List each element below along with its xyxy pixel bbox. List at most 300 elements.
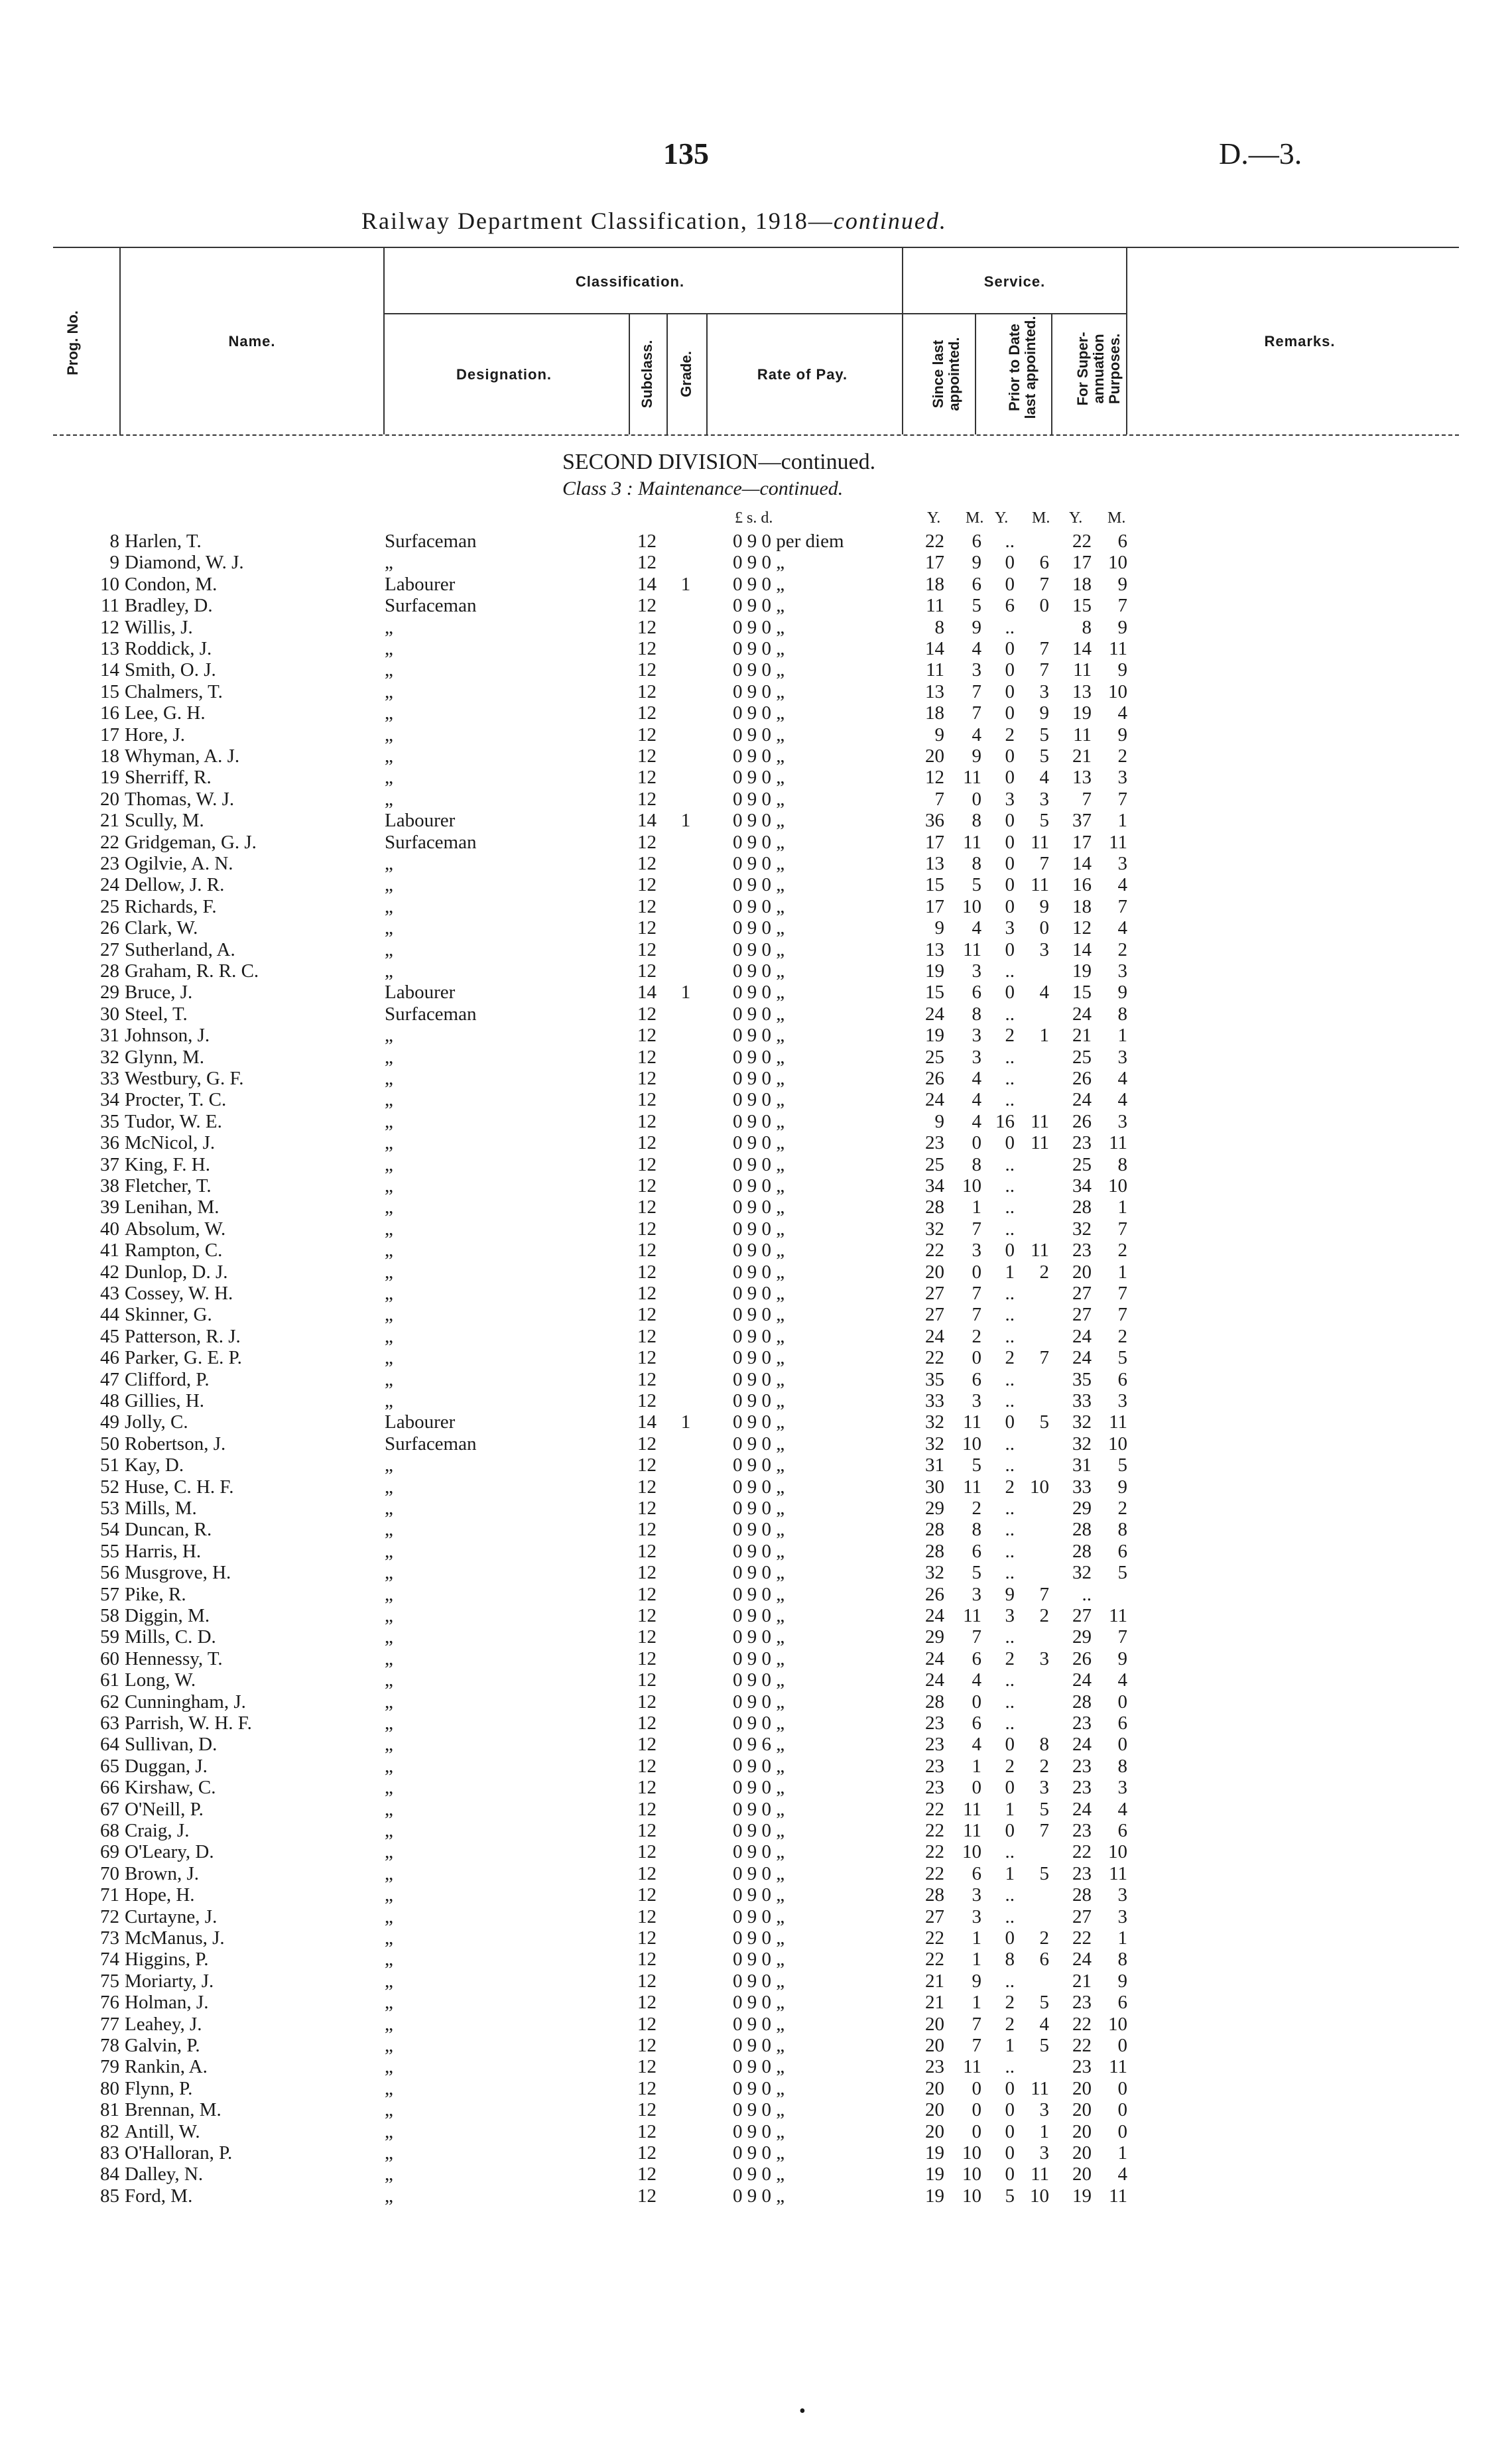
cell-super-months: 6 [1117, 1713, 1127, 1734]
cell-prior-months: 3 [1039, 680, 1049, 702]
cell-prior-years: .. [1005, 1283, 1015, 1304]
table-row [0, 2078, 1512, 2099]
cell-super-months: 9 [1117, 1476, 1127, 1498]
cell-designation: „ [385, 659, 393, 681]
cell-subclass: 12 [637, 939, 657, 960]
cell-designation: „ [385, 1605, 393, 1626]
table-row [0, 1820, 1512, 1841]
cell-subclass: 12 [637, 1519, 657, 1541]
cell-subclass: 12 [637, 874, 657, 896]
cell-since-months: 10 [962, 2142, 981, 2164]
cell-designation: „ [385, 939, 393, 960]
cell-rate-of-pay: 0 9 0 „ [733, 1433, 785, 1455]
cell-prior-months: 10 [1030, 1476, 1049, 1498]
cell-since-years: 24 [925, 1669, 944, 1691]
cell-name: Bradley, D. [125, 595, 213, 617]
cell-super-years: 24 [1072, 1347, 1092, 1369]
cell-name: Higgins, P. [125, 1949, 209, 1971]
cell-since-years: 22 [925, 531, 944, 552]
table-row [0, 1669, 1512, 1691]
cell-prior-months: 3 [1039, 939, 1049, 960]
cell-since-years: 17 [925, 552, 944, 574]
units-y1: Y. [927, 509, 941, 527]
cell-name: Lee, G. H. [125, 702, 206, 724]
table-row [0, 896, 1512, 917]
cell-since-months: 7 [972, 2013, 981, 2035]
cell-since-months: 9 [972, 616, 981, 638]
cell-designation: „ [385, 1325, 393, 1347]
cell-subclass: 12 [637, 595, 657, 617]
cell-super-months: 0 [1117, 2077, 1127, 2099]
cell-since-months: 11 [963, 831, 981, 853]
cell-since-months: 7 [972, 1304, 981, 1326]
footer-mark: • [799, 2401, 806, 2422]
cell-subclass: 12 [637, 1777, 657, 1799]
page-title [361, 207, 947, 235]
cell-name: Johnson, J. [125, 1025, 210, 1047]
cell-since-years: 35 [925, 1368, 944, 1390]
cell-prior-years: 1 [1005, 1798, 1015, 1820]
cell-rate-of-pay: 0 9 0 „ [733, 1605, 785, 1626]
cell-super-months: 7 [1117, 1218, 1127, 1240]
cell-prog-no: 73 [100, 1927, 119, 1949]
cell-prior-years: 0 [1005, 2099, 1015, 2121]
cell-super-months: 10 [1108, 1433, 1127, 1455]
table-row [0, 617, 1512, 638]
cell-designation: „ [385, 552, 393, 574]
cell-since-months: 10 [962, 1841, 981, 1863]
cell-super-years: 27 [1072, 1906, 1092, 1927]
cell-subclass: 12 [637, 1368, 657, 1390]
cell-since-months: 3 [972, 659, 981, 681]
cell-name: Cunningham, J. [125, 1691, 246, 1713]
cell-rate-of-pay: 0 9 0 „ [733, 1411, 785, 1433]
cell-rate-of-pay: 0 9 0 „ [733, 1927, 785, 1949]
cell-super-months: 5 [1117, 1347, 1127, 1369]
cell-subclass: 12 [637, 960, 657, 982]
cell-prior-years: 0 [1005, 1411, 1015, 1433]
cell-rate-of-pay: 0 9 0 „ [733, 1390, 785, 1411]
cell-prior-years: .. [1005, 1089, 1015, 1111]
table-row [0, 853, 1512, 874]
cell-name: Robertson, J. [125, 1433, 226, 1455]
cell-super-months: 8 [1117, 1949, 1127, 1971]
cell-since-years: 22 [925, 1820, 944, 1841]
cell-super-months: 6 [1117, 1992, 1127, 2014]
cell-name: Steel, T. [125, 1003, 188, 1025]
cell-since-years: 9 [934, 724, 944, 745]
table-row [0, 2121, 1512, 2142]
cell-super-months: 7 [1117, 1626, 1127, 1648]
cell-name: Whyman, A. J. [125, 745, 240, 767]
cell-subclass: 12 [637, 1498, 657, 1519]
cell-designation: Labourer [385, 982, 456, 1003]
cell-subclass: 12 [637, 831, 657, 853]
cell-super-months: 3 [1117, 960, 1127, 982]
cell-super-months: 0 [1117, 2035, 1127, 2056]
cell-rate-of-pay: 0 9 0 „ [733, 788, 785, 810]
cell-super-years: 29 [1072, 1498, 1092, 1519]
cell-name: Ogilvie, A. N. [125, 853, 233, 874]
cell-subclass: 12 [637, 1025, 657, 1047]
cell-since-months: 4 [972, 1089, 981, 1111]
cell-prior-years: .. [1005, 1197, 1015, 1218]
cell-super-months: 9 [1117, 982, 1127, 1003]
cell-since-months: 6 [972, 573, 981, 595]
cell-prior-years: .. [1005, 1540, 1015, 1562]
cell-since-years: 25 [925, 1153, 944, 1175]
cell-since-months: 5 [972, 1562, 981, 1584]
cell-prior-years: .. [1005, 1175, 1015, 1197]
cell-since-months: 10 [962, 2164, 981, 2185]
cell-prior-months: 5 [1039, 1411, 1049, 1433]
divider-grade [706, 313, 708, 434]
cell-rate-of-pay: 0 9 0 „ [733, 1862, 785, 1884]
cell-rate-of-pay: 0 9 0 „ [733, 1691, 785, 1713]
cell-since-months: 0 [972, 788, 981, 810]
table-row [0, 832, 1512, 853]
cell-subclass: 12 [637, 1283, 657, 1304]
cell-subclass: 12 [637, 1433, 657, 1455]
cell-prog-no: 57 [100, 1583, 119, 1605]
cell-subclass: 12 [637, 1476, 657, 1498]
cell-grade: 1 [680, 1411, 691, 1433]
cell-since-months: 11 [963, 1820, 981, 1841]
cell-subclass: 12 [637, 2164, 657, 2185]
table-row [0, 810, 1512, 831]
cell-super-months: 2 [1117, 939, 1127, 960]
cell-prior-years: .. [1005, 2056, 1015, 2078]
cell-designation: „ [385, 1540, 393, 1562]
cell-since-years: 15 [925, 982, 944, 1003]
cell-subclass: 12 [637, 1884, 657, 1906]
cell-prior-years: .. [1005, 1906, 1015, 1927]
cell-designation: „ [385, 2099, 393, 2121]
cell-prior-months: 7 [1039, 1820, 1049, 1841]
cell-designation: „ [385, 1798, 393, 1820]
cell-prior-months: 11 [1031, 2077, 1049, 2099]
cell-prior-years: .. [1005, 531, 1015, 552]
cell-since-years: 22 [925, 1927, 944, 1949]
cell-since-years: 32 [925, 1433, 944, 1455]
cell-super-years: 12 [1072, 917, 1092, 939]
header-subclass: Subclass. [639, 340, 655, 409]
cell-prog-no: 33 [100, 1068, 119, 1089]
cell-prior-years: 16 [995, 1110, 1015, 1132]
cell-rate-of-pay: 0 9 0 „ [733, 1498, 785, 1519]
cell-prior-years: 2 [1005, 1025, 1015, 1047]
cell-prior-months: 6 [1039, 1949, 1049, 1971]
cell-subclass: 14 [637, 573, 657, 595]
cell-super-months: 1 [1117, 810, 1127, 832]
cell-since-months: 5 [972, 595, 981, 617]
table-row [0, 2099, 1512, 2120]
cell-super-years: 25 [1072, 1153, 1092, 1175]
cell-since-years: 19 [925, 2185, 944, 2207]
cell-grade: 1 [680, 982, 691, 1003]
cell-subclass: 12 [637, 2035, 657, 2056]
cell-since-months: 4 [972, 1734, 981, 1756]
cell-since-years: 18 [925, 702, 944, 724]
cell-name: Curtayne, J. [125, 1906, 218, 1927]
cell-subclass: 12 [637, 1390, 657, 1411]
cell-rate-of-pay: 0 9 0 „ [733, 917, 785, 939]
cell-prior-years: .. [1005, 1498, 1015, 1519]
cell-prog-no: 29 [100, 982, 119, 1003]
cell-since-years: 22 [925, 1240, 944, 1262]
cell-name: Willis, J. [125, 616, 193, 638]
cell-super-months: 3 [1117, 1110, 1127, 1132]
cell-rate-of-pay: 0 9 0 „ [733, 1046, 785, 1068]
cell-rate-of-pay: 0 9 0 „ [733, 2185, 785, 2207]
cell-since-years: 34 [925, 1175, 944, 1197]
cell-name: Dalley, N. [125, 2164, 204, 2185]
cell-prior-months: 0 [1039, 595, 1049, 617]
cell-prog-no: 70 [100, 1862, 119, 1884]
cell-designation: „ [385, 874, 393, 896]
table-row [0, 1025, 1512, 1046]
cell-name: Roddick, J. [125, 638, 212, 659]
cell-subclass: 12 [637, 1949, 657, 1971]
header-rate-of-pay: Rate of Pay. [757, 366, 848, 383]
table-row [0, 2142, 1512, 2164]
table-row [0, 1262, 1512, 1283]
cell-super-months: 7 [1117, 595, 1127, 617]
table-row [0, 1240, 1512, 1261]
cell-since-years: 32 [925, 1411, 944, 1433]
cell-rate-of-pay: 0 9 0 „ [733, 1626, 785, 1648]
cell-since-months: 3 [972, 1046, 981, 1068]
cell-since-years: 17 [925, 895, 944, 917]
cell-prog-no: 54 [100, 1519, 119, 1541]
cell-rate-of-pay: 0 9 0 „ [733, 1304, 785, 1326]
cell-super-years: 16 [1072, 874, 1092, 896]
cell-super-months: 11 [1109, 2185, 1127, 2207]
cell-super-months: 9 [1117, 616, 1127, 638]
cell-prog-no: 26 [100, 917, 119, 939]
cell-super-months: 0 [1117, 2099, 1127, 2121]
cell-super-years: 24 [1072, 1089, 1092, 1111]
cell-rate-of-pay: 0 9 0 „ [733, 595, 785, 617]
cell-subclass: 12 [637, 1841, 657, 1863]
cell-prior-years: 0 [1005, 2164, 1015, 2185]
cell-since-months: 11 [963, 1476, 981, 1498]
cell-prog-no: 24 [100, 874, 119, 896]
cell-name: Rampton, C. [125, 1240, 223, 1262]
cell-prog-no: 35 [100, 1110, 119, 1132]
cell-subclass: 12 [637, 2077, 657, 2099]
cell-name: Jolly, C. [125, 1411, 188, 1433]
cell-rate-of-pay: 0 9 0 „ [733, 831, 785, 853]
cell-super-months: 9 [1117, 1648, 1127, 1669]
cell-since-years: 11 [926, 659, 944, 681]
cell-rate-of-pay: 0 9 0 „ [733, 1197, 785, 1218]
cell-prog-no: 8 [109, 531, 119, 552]
cell-since-years: 24 [925, 1325, 944, 1347]
cell-prog-no: 28 [100, 960, 119, 982]
cell-super-years: 21 [1072, 1025, 1092, 1047]
cell-designation: „ [385, 2056, 393, 2078]
cell-super-years: 32 [1072, 1218, 1092, 1240]
cell-name: Flynn, P. [125, 2077, 193, 2099]
cell-super-years: 26 [1072, 1110, 1092, 1132]
cell-prog-no: 79 [100, 2056, 119, 2078]
cell-since-months: 10 [962, 1175, 981, 1197]
cell-super-months: 9 [1117, 724, 1127, 745]
cell-since-months: 0 [972, 2120, 981, 2142]
cell-subclass: 12 [637, 724, 657, 745]
table-row [0, 1197, 1512, 1218]
cell-super-months: 4 [1117, 1068, 1127, 1089]
table-row [0, 1584, 1512, 1605]
cell-designation: „ [385, 1949, 393, 1971]
cell-rate-of-pay: 0 9 0 „ [733, 1820, 785, 1841]
cell-designation: Surfaceman [385, 1433, 477, 1455]
cell-name: O'Leary, D. [125, 1841, 214, 1863]
cell-subclass: 12 [637, 788, 657, 810]
cell-since-months: 11 [963, 939, 981, 960]
cell-super-years: 20 [1072, 2099, 1092, 2121]
table-row [0, 874, 1512, 895]
cell-since-years: 32 [925, 1218, 944, 1240]
cell-super-months: 4 [1117, 874, 1127, 896]
table-row [0, 1283, 1512, 1304]
cell-prog-no: 9 [109, 552, 119, 574]
cell-super-years: 32 [1072, 1562, 1092, 1584]
cell-prog-no: 51 [100, 1455, 119, 1476]
table-row [0, 1541, 1512, 1562]
cell-name: Hennessy, T. [125, 1648, 223, 1669]
cell-since-months: 10 [962, 1433, 981, 1455]
cell-super-years: 24 [1072, 1325, 1092, 1347]
cell-rate-of-pay: 0 9 0 „ [733, 1175, 785, 1197]
cell-since-years: 23 [925, 1132, 944, 1154]
cell-subclass: 12 [637, 1605, 657, 1626]
cell-subclass: 12 [637, 1347, 657, 1369]
cell-prior-years: 3 [1005, 1605, 1015, 1626]
cell-super-years: 23 [1072, 1240, 1092, 1262]
cell-prior-months: 4 [1039, 982, 1049, 1003]
cell-super-years: 24 [1072, 1003, 1092, 1025]
table-row [0, 1648, 1512, 1669]
cell-super-years: 23 [1072, 2056, 1092, 2078]
cell-prior-months: 3 [1039, 788, 1049, 810]
cell-prior-years: 6 [1005, 595, 1015, 617]
table-row [0, 1411, 1512, 1433]
cell-prog-no: 22 [100, 831, 119, 853]
cell-prior-months: 7 [1039, 638, 1049, 659]
cell-rate-of-pay: 0 9 0 „ [733, 1798, 785, 1820]
cell-super-years: 22 [1072, 531, 1092, 552]
cell-since-years: 28 [925, 1884, 944, 1906]
cell-designation: „ [385, 1519, 393, 1541]
table-row [0, 1068, 1512, 1089]
cell-rate-of-pay: 0 9 0 „ [733, 1777, 785, 1799]
cell-prog-no: 69 [100, 1841, 119, 1863]
cell-designation: „ [385, 1841, 393, 1863]
cell-super-years: 19 [1072, 2185, 1092, 2207]
cell-prior-years: 0 [1005, 1132, 1015, 1154]
cell-since-months: 6 [972, 1368, 981, 1390]
cell-super-years: 20 [1072, 2077, 1092, 2099]
cell-super-months: 3 [1117, 767, 1127, 789]
cell-since-months: 4 [972, 1669, 981, 1691]
cell-prog-no: 42 [100, 1261, 119, 1283]
cell-prog-no: 41 [100, 1240, 119, 1262]
cell-since-months: 0 [972, 1347, 981, 1369]
cell-since-months: 8 [972, 1003, 981, 1025]
cell-subclass: 12 [637, 1003, 657, 1025]
cell-since-months: 9 [972, 1970, 981, 1992]
cell-super-years: .. [1082, 1583, 1092, 1605]
cell-super-months: 4 [1117, 1089, 1127, 1111]
cell-name: Condon, M. [125, 573, 218, 595]
cell-rate-of-pay: 0 9 0 „ [733, 1583, 785, 1605]
cell-subclass: 12 [637, 1455, 657, 1476]
cell-super-months: 8 [1117, 1153, 1127, 1175]
cell-subclass: 12 [637, 1304, 657, 1326]
cell-prior-years: .. [1005, 1970, 1015, 1992]
cell-name: Bruce, J. [125, 982, 193, 1003]
cell-prior-months: 3 [1039, 1648, 1049, 1669]
cell-super-months: 7 [1117, 1304, 1127, 1326]
cell-prog-no: 78 [100, 2035, 119, 2056]
divider-designation [629, 313, 630, 434]
cell-rate-of-pay: 0 9 0 „ [733, 1110, 785, 1132]
cell-super-months: 4 [1117, 702, 1127, 724]
cell-since-months: 7 [972, 1218, 981, 1240]
cell-prior-years: .. [1005, 1433, 1015, 1455]
cell-since-years: 29 [925, 1626, 944, 1648]
cell-since-months: 0 [972, 1691, 981, 1713]
cell-rate-of-pay: 0 9 0 „ [733, 810, 785, 832]
cell-name: Brown, J. [125, 1862, 199, 1884]
cell-super-months: 10 [1108, 552, 1127, 574]
cell-designation: „ [385, 917, 393, 939]
cell-designation: „ [385, 1455, 393, 1476]
cell-super-years: 18 [1072, 895, 1092, 917]
cell-prior-years: 5 [1005, 2185, 1015, 2207]
cell-designation: Surfaceman [385, 1003, 477, 1025]
cell-subclass: 12 [637, 1927, 657, 1949]
cell-super-years: 17 [1072, 552, 1092, 574]
cell-subclass: 12 [637, 1820, 657, 1841]
cell-prior-years: 0 [1005, 853, 1015, 874]
cell-prior-years: .. [1005, 1519, 1015, 1541]
cell-prior-years: 2 [1005, 1755, 1015, 1777]
cell-name: Scully, M. [125, 810, 204, 832]
cell-designation: „ [385, 2164, 393, 2185]
cell-super-months: 0 [1117, 1691, 1127, 1713]
cell-prior-months: 4 [1039, 2013, 1049, 2035]
table-row [0, 1799, 1512, 1820]
table-row [0, 745, 1512, 767]
cell-prior-months: 7 [1039, 1347, 1049, 1369]
cell-subclass: 12 [637, 1669, 657, 1691]
cell-super-months: 11 [1109, 2056, 1127, 2078]
cell-designation: „ [385, 1304, 393, 1326]
cell-name: Long, W. [125, 1669, 196, 1691]
cell-super-years: 37 [1072, 810, 1092, 832]
cell-super-years: 19 [1072, 960, 1092, 982]
cell-super-years: 13 [1072, 680, 1092, 702]
cell-prior-years: 1 [1005, 2035, 1015, 2056]
cell-designation: „ [385, 1884, 393, 1906]
cell-prog-no: 84 [100, 2164, 119, 2185]
cell-super-years: 7 [1082, 788, 1092, 810]
cell-rate-of-pay: 0 9 0 „ [733, 616, 785, 638]
cell-rate-of-pay: 0 9 0 „ [733, 1906, 785, 1927]
